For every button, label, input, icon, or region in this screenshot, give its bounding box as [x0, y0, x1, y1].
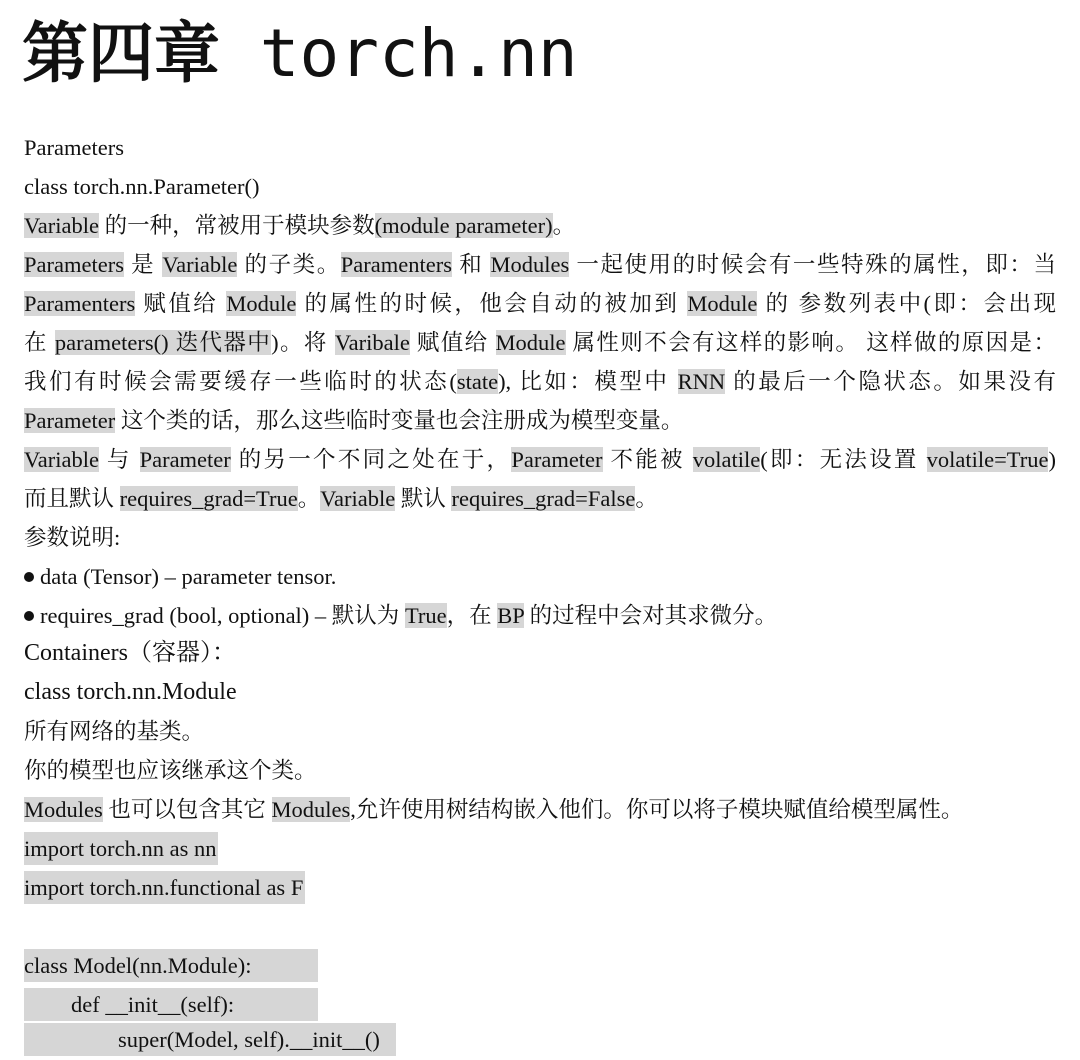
text-span: 的属性的时候，他会自动的被加到	[296, 291, 688, 316]
text-span: 的 参数列表中(即：会出现	[757, 291, 1056, 316]
highlighted-term: Paramenters	[24, 291, 136, 316]
bullet-text: data (Tensor) – parameter tensor.	[40, 564, 337, 589]
highlighted-term: volatile=True	[926, 447, 1049, 472]
text-span: 不能被	[602, 447, 693, 472]
highlighted-term: state	[456, 369, 499, 394]
paragraph-line	[24, 440, 1056, 479]
bullet-item	[24, 596, 1056, 635]
text-span: ), 比如：模型中	[498, 369, 678, 394]
text-span: 是	[123, 252, 163, 277]
code-line	[24, 829, 1056, 868]
param-description-heading: 参数说明:	[24, 525, 121, 550]
paragraph-line	[24, 790, 1056, 829]
highlighted-term: Modules	[271, 797, 351, 822]
highlighted-term: Module	[687, 291, 758, 316]
paragraph-line	[24, 479, 1056, 518]
text-span: 。	[635, 486, 658, 511]
bullet-text: requires_grad (bool, optional) – 默认为	[40, 603, 405, 628]
text-span: 一起使用的时候会有一些特殊的属性，即：当	[569, 252, 1056, 277]
paragraph-line: 所有网络的基类。	[24, 719, 205, 744]
code-text: class Model(nn.Module):	[24, 949, 318, 982]
code-line-blank	[24, 907, 1056, 946]
text-span: 的过程中会对其求微分。	[523, 603, 778, 628]
text-span: 我们有时候会需要缓存一些临时的状态(	[24, 369, 457, 394]
highlighted-term: Parameter	[139, 447, 231, 472]
bullet-icon	[24, 572, 34, 582]
paragraph-line	[24, 401, 1056, 440]
text-span: 默认	[395, 486, 452, 511]
text-span: 赋值给	[135, 291, 227, 316]
text-span: 与	[98, 447, 140, 472]
bullet-icon	[24, 611, 34, 621]
highlighted-term: Parameters	[24, 252, 124, 277]
text-span: 。	[552, 213, 576, 238]
class-signature-parameter: class torch.nn.Parameter()	[24, 174, 260, 199]
section-heading-parameters: Parameters	[24, 135, 124, 160]
highlighted-term: Parameter	[24, 408, 116, 433]
highlighted-term: Module	[495, 330, 566, 355]
highlighted-term: Variable	[320, 486, 396, 511]
highlighted-term: Modules	[24, 797, 103, 822]
highlighted-term: parameters() 迭代器中	[54, 330, 272, 355]
highlighted-term: requires_grad=True	[119, 486, 298, 511]
text-span: )	[1048, 447, 1056, 472]
text-span: 赋值给	[409, 330, 496, 355]
code-text: import torch.nn as nn	[24, 832, 218, 865]
code-line	[24, 946, 1056, 985]
paragraph-line: 你的模型也应该继承这个类。	[24, 758, 317, 783]
highlighted-term: Variable	[24, 447, 99, 472]
chapter-title-cn: 第四章	[22, 15, 220, 92]
text-span: 属性则不会有这样的影响。 这样做的原因是：	[565, 330, 1056, 355]
section-heading-containers: Containers（容器）：	[24, 640, 236, 666]
highlighted-term: Parameter	[511, 447, 603, 472]
text-span: 的另一个不同之处在于，	[230, 447, 512, 472]
code-text: super(Model, self).__init__()	[24, 1023, 396, 1056]
text-span: 和	[452, 252, 491, 277]
text-span: )。将	[271, 330, 335, 355]
highlighted-term: Paramenters	[340, 252, 453, 277]
text-span: 的一种，常被用于模块参数	[98, 213, 375, 238]
highlighted-term: RNN	[677, 369, 726, 394]
highlighted-term: Modules	[490, 252, 570, 277]
code-line	[24, 1020, 1056, 1059]
highlighted-term: Varibale	[334, 330, 410, 355]
text-span: 而且默认	[24, 486, 120, 511]
paragraph-line	[24, 362, 1056, 401]
paragraph-line	[24, 323, 1056, 362]
code-line	[24, 868, 1056, 907]
text-span: 的子类。	[237, 252, 341, 277]
code-text: import torch.nn.functional as F	[24, 871, 305, 904]
highlighted-term: Variable	[24, 213, 99, 238]
paragraph-line	[24, 245, 1056, 284]
highlighted-term: BP	[497, 603, 524, 628]
highlighted-term: volatile	[692, 447, 761, 472]
highlighted-term: requires_grad=False	[451, 486, 636, 511]
highlighted-term: Module	[226, 291, 297, 316]
highlighted-term: True	[404, 603, 447, 628]
code-line	[24, 985, 1056, 1024]
highlighted-term: Variable	[162, 252, 238, 277]
text-span: ，在	[446, 603, 498, 628]
text-span: 也可以包含其它	[102, 797, 272, 822]
class-signature-module: class torch.nn.Module	[24, 679, 237, 705]
text-span: (即：无法设置	[760, 447, 927, 472]
chapter-title-en: torch.nn	[259, 15, 578, 92]
chapter-title	[22, 15, 578, 92]
highlighted-term: (module parameter)	[374, 213, 553, 238]
text-span: 的最后一个隐状态。如果没有	[725, 369, 1056, 394]
code-text: def __init__(self):	[24, 988, 318, 1021]
text-span: 。	[297, 486, 321, 511]
paragraph-line	[24, 206, 1056, 245]
text-span: 这个类的话，那么这些临时变量也会注册成为模型变量。	[115, 408, 684, 433]
bullet-item	[24, 557, 1056, 596]
text-span: ,允许使用树结构嵌入他们。你可以将子模块赋值给模型属性。	[350, 797, 964, 822]
text-span: 在	[24, 330, 55, 355]
paragraph-line	[24, 284, 1056, 323]
